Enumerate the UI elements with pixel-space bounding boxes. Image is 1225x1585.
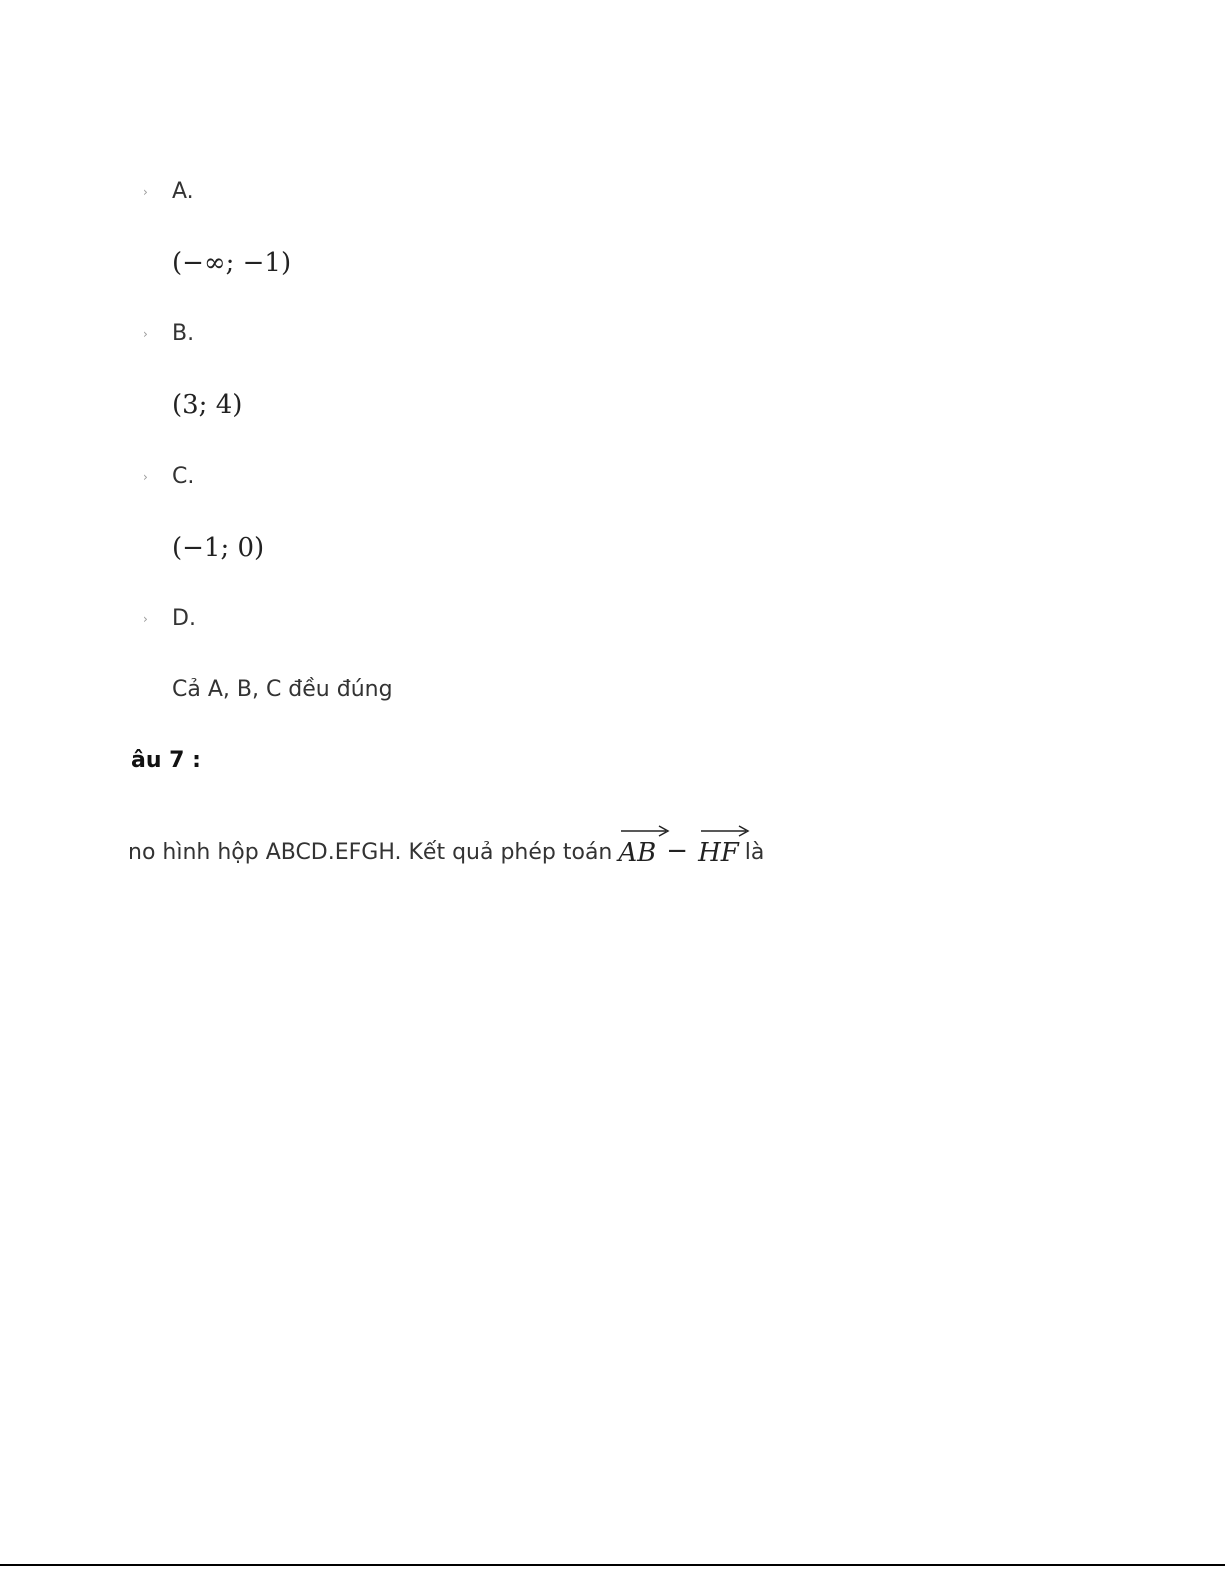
minus-operator: − (666, 836, 689, 866)
bullet-marker: › (143, 185, 148, 199)
question-title: âu 7 : (131, 748, 201, 773)
vector-ab (618, 822, 656, 868)
vector-ab-name: AB (618, 838, 657, 868)
vector-hf (698, 822, 739, 868)
question-text-after: là (744, 840, 765, 865)
question-text-before: no hình hộp ABCD.EFGH. Kết quả phép toán (128, 840, 613, 865)
vector-hf-name: HF (698, 838, 739, 868)
option-b-label: B. (172, 321, 195, 346)
option-d-answer: Cả A, B, C đều đúng (172, 677, 393, 702)
question-text (128, 814, 764, 868)
option-a-answer: (−∞; −1) (172, 248, 292, 278)
document-content (128, 0, 1225, 1585)
option-c-label: C. (172, 464, 195, 489)
bullet-marker: › (143, 470, 148, 484)
option-d-label: D. (172, 606, 196, 631)
page-bottom-rule (0, 1564, 1225, 1566)
option-b-answer: (3; 4) (172, 390, 243, 420)
bullet-marker: › (143, 327, 148, 341)
option-a-label: A. (172, 179, 194, 204)
bullet-marker: › (143, 612, 148, 626)
vector-arrow-icon (700, 824, 750, 838)
vector-expression (618, 822, 738, 868)
vector-arrow-icon (620, 824, 670, 838)
option-c-answer: (−1; 0) (172, 533, 265, 563)
